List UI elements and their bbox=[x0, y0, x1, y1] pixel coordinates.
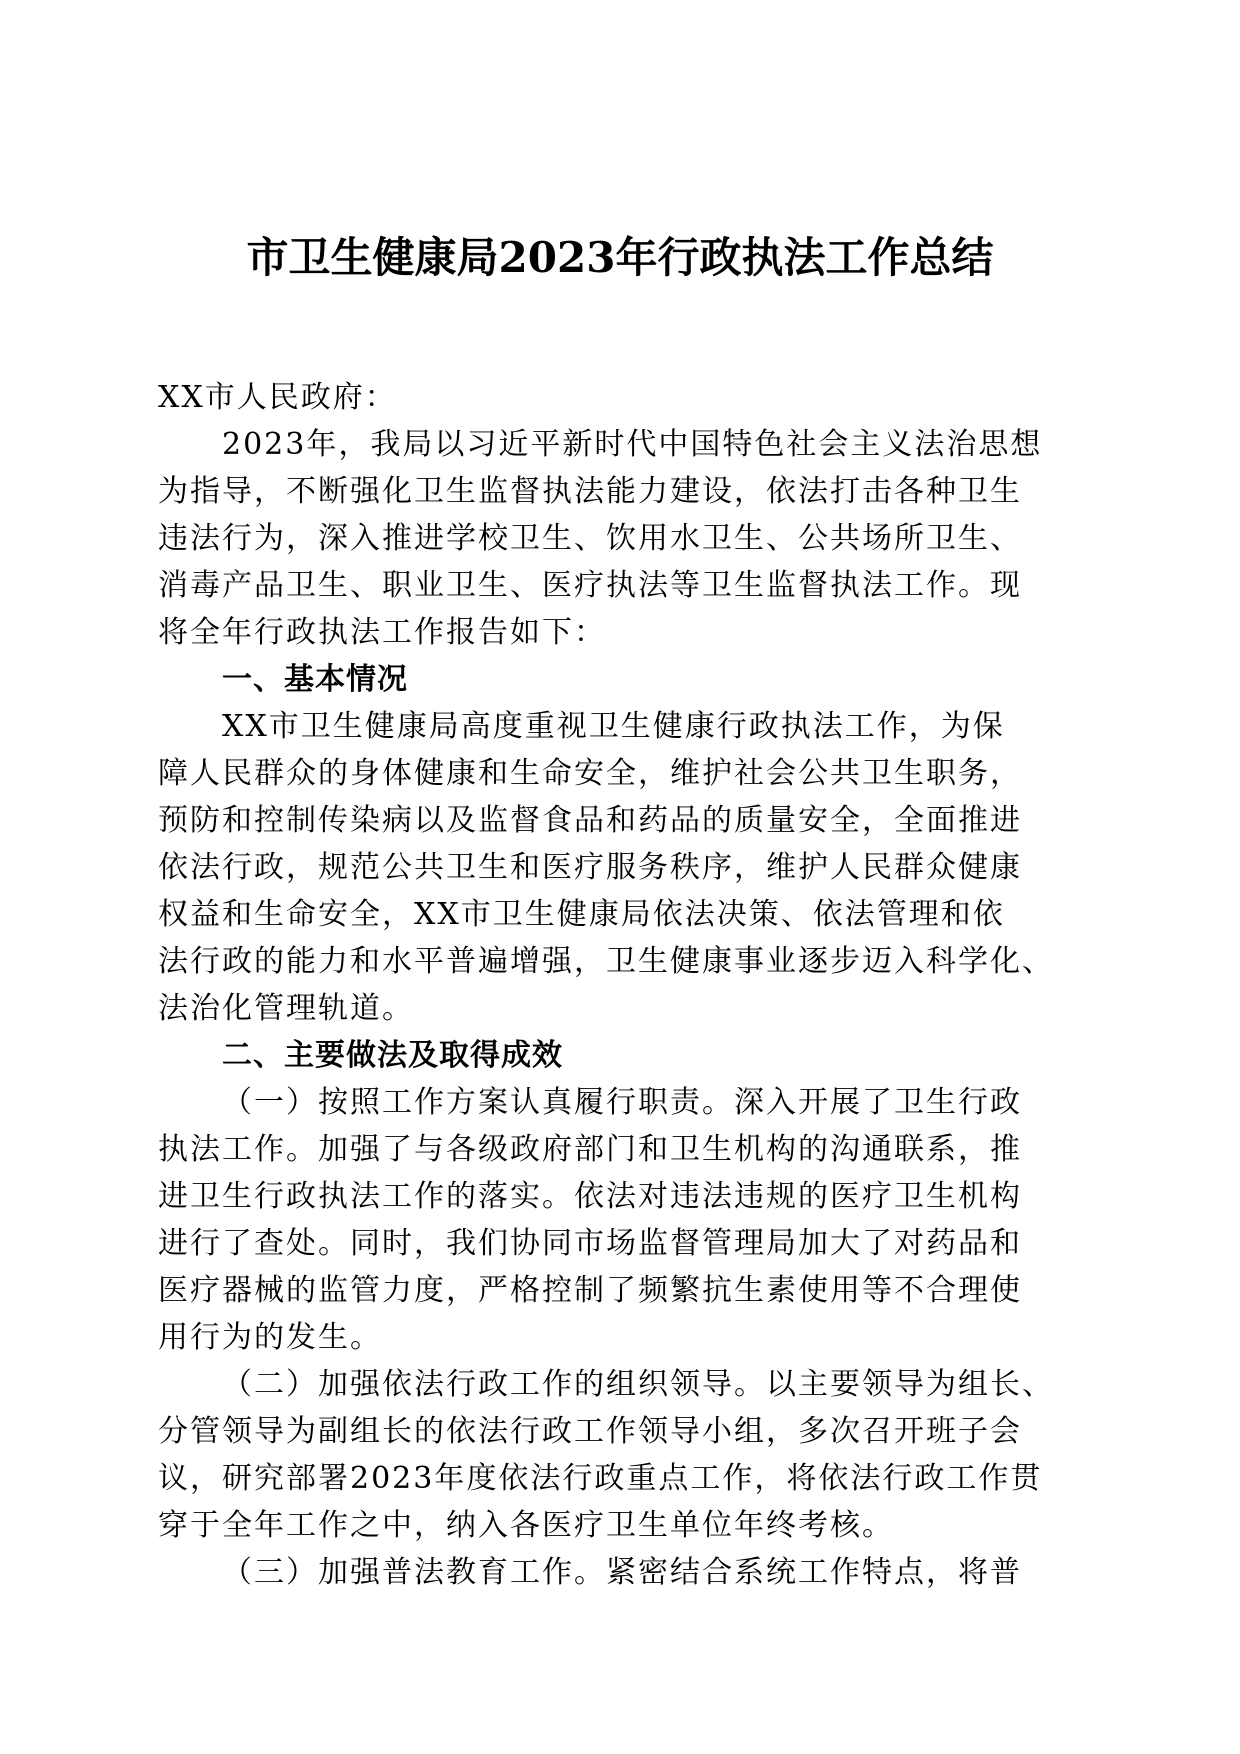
paragraph-line: 进卫生行政执法工作的落实。依法对违法违规的医疗卫生机构 bbox=[158, 1179, 1022, 1214]
paragraph-line: 议，研究部署2023年度依法行政重点工作，将依法行政工作贯 bbox=[158, 1461, 1043, 1496]
document-title: 市卫生健康局2023年行政执法工作总结 bbox=[246, 233, 994, 282]
paragraph-line: （三）加强普法教育工作。紧密结合系统工作特点，将普 bbox=[222, 1555, 1022, 1590]
paragraph-line: 法行政的能力和水平普遍增强，卫生健康事业逐步迈入科学化、 bbox=[158, 944, 1054, 979]
paragraph-line: 分管领导为副组长的依法行政工作领导小组，多次召开班子会 bbox=[158, 1414, 1022, 1449]
paragraph-line: （一）按照工作方案认真履行职责。深入开展了卫生行政 bbox=[222, 1085, 1022, 1120]
paragraph-line: XX市卫生健康局高度重视卫生健康行政执法工作，为保 bbox=[222, 709, 1005, 744]
paragraph-line: 法治化管理轨道。 bbox=[158, 991, 414, 1026]
paragraph-line: 障人民群众的身体健康和生命安全，维护社会公共卫生职务， bbox=[158, 756, 1022, 791]
paragraph-line: 预防和控制传染病以及监督食品和药品的质量安全，全面推进 bbox=[158, 803, 1022, 838]
salutation: XX市人民政府： bbox=[158, 380, 397, 415]
paragraph-line: 将全年行政执法工作报告如下： bbox=[158, 615, 606, 650]
paragraph-line: 消毒产品卫生、职业卫生、医疗执法等卫生监督执法工作。现 bbox=[158, 568, 1022, 603]
document-body bbox=[158, 374, 1078, 1596]
paragraph-line: 违法行为，深入推进学校卫生、饮用水卫生、公共场所卫生、 bbox=[158, 521, 1022, 556]
section-heading-basic: 一、基本情况 bbox=[222, 662, 408, 697]
paragraph-line: 执法工作。加强了与各级政府部门和卫生机构的沟通联系，推 bbox=[158, 1132, 1022, 1167]
paragraph-line: 进行了查处。同时，我们协同市场监督管理局加大了对药品和 bbox=[158, 1226, 1022, 1261]
paragraph-line: 用行为的发生。 bbox=[158, 1320, 382, 1355]
paragraph-line: （二）加强依法行政工作的组织领导。以主要领导为组长、 bbox=[222, 1367, 1054, 1402]
paragraph-line: 依法行政，规范公共卫生和医疗服务秩序，维护人民群众健康 bbox=[158, 850, 1022, 885]
paragraph-line: 权益和生命安全，XX市卫生健康局依法决策、依法管理和依 bbox=[158, 897, 1005, 932]
paragraph-line: 穿于全年工作之中，纳入各医疗卫生单位年终考核。 bbox=[158, 1508, 894, 1543]
paragraph-line: 为指导，不断强化卫生监督执法能力建设，依法打击各种卫生 bbox=[158, 474, 1022, 509]
paragraph-line: 医疗器械的监管力度，严格控制了频繁抗生素使用等不合理使 bbox=[158, 1273, 1022, 1308]
section-heading-measures: 二、主要做法及取得成效 bbox=[222, 1038, 563, 1073]
paragraph-line: 2023年，我局以习近平新时代中国特色社会主义法治思想 bbox=[222, 427, 1043, 462]
